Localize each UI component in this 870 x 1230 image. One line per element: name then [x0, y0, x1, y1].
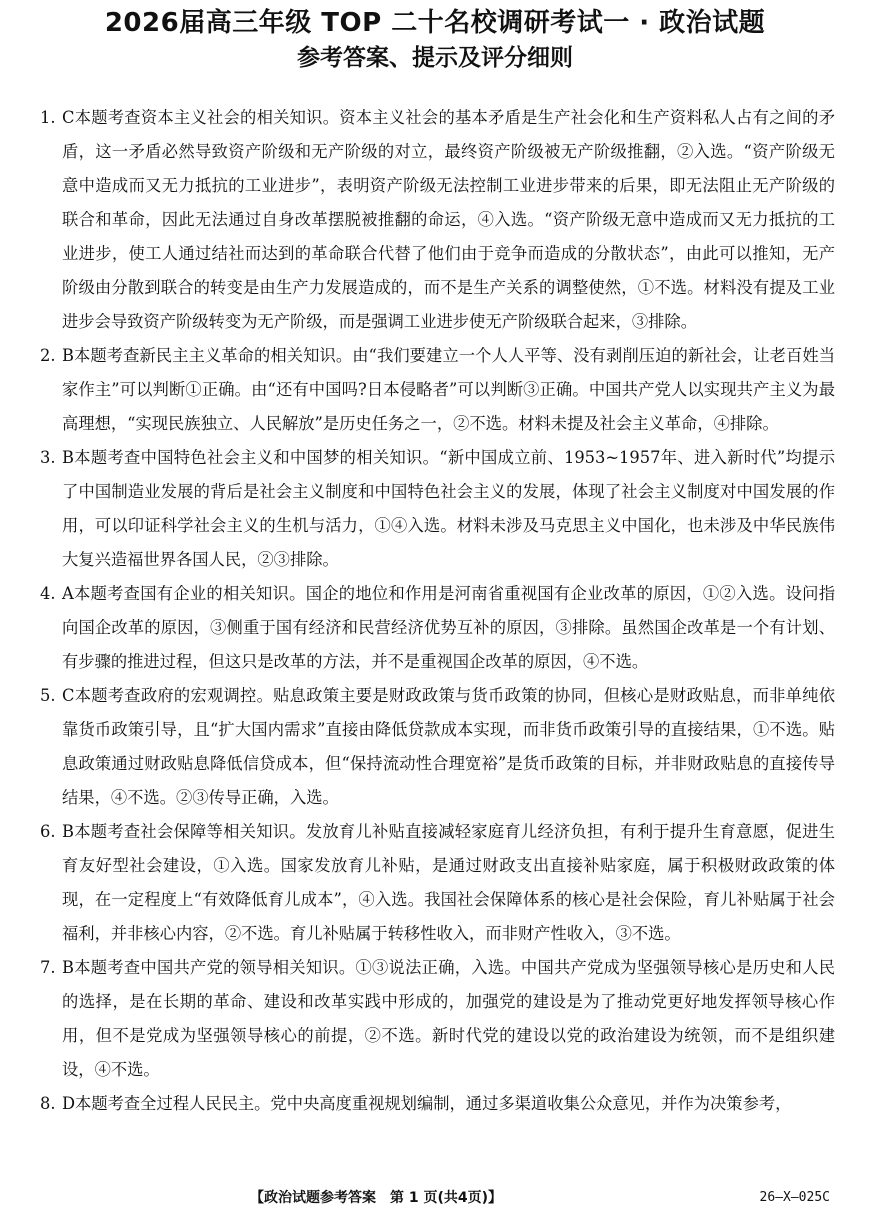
answer-text: B本题考查中国共产党的领导相关知识。①③说法正确，入选。中国共产党成为坚强领导核心是历史和人民的选择，是在长期的革命、建设和改革实践中形成的，加强党的建设是为了推动党更好地发挥领导核心作用，但不是党成为坚强领导核心的前提，②不选。新时代党的建设以党的政治建设为统领，而不是组织建设，④不选。	[62, 958, 835, 1079]
answer-item-7	[40, 951, 835, 1087]
answer-text: D本题考查全过程人民民主。党中央高度重视规划编制，通过多渠道收集公众意见，并作为决策参考，	[62, 1094, 792, 1113]
answer-item-1	[40, 101, 835, 339]
answer-number: 4.	[40, 584, 56, 603]
answer-number: 5.	[40, 686, 56, 705]
answer-item-2	[40, 339, 835, 441]
answer-item-8	[40, 1087, 835, 1121]
answer-item-3	[40, 441, 835, 577]
answer-number: 8.	[40, 1094, 56, 1113]
answer-text: B本题考查社会保障等相关知识。发放育儿补贴直接减轻家庭育儿经济负担，有利于提升生育意愿，促进生育友好型社会建设，①入选。国家发放育儿补贴，是通过财政支出直接补贴家庭，属于积极财政政策的体现，在一定程度上“有效降低育儿成本”，④入选。我国社会保障体系的核心是社会保险，育儿补贴属于社会福利，并非核心内容，②不选。育儿补贴属于转移性收入，而非财产性收入，③不选。	[62, 822, 835, 943]
page-title: 2026届高三年级 TOP 二十名校调研考试一 · 政治试题	[104, 8, 766, 38]
answer-number: 3.	[40, 448, 56, 467]
answer-text: A本题考查国有企业的相关知识。国企的地位和作用是河南省重视国有企业改革的原因，①②入选。设问指向国企改革的原因，③侧重于国有经济和民营经济优势互补的原因，③排除。虽然国企改革是一个有计划、有步骤的推进过程，但这只是改革的方法，并不是重视国企改革的原因，④不选。	[62, 584, 835, 671]
answer-item-4	[40, 577, 835, 679]
answer-number: 7.	[40, 958, 56, 977]
answer-text: C本题考查资本主义社会的相关知识。资本主义社会的基本矛盾是生产社会化和生产资料私人占有之间的矛盾，这一矛盾必然导致资产阶级和无产阶级的对立，最终资产阶级被无产阶级推翻，②入选。“资产阶级无意中造成而又无力抵抗的工业进步”，表明资产阶级无法控制工业进步带来的后果，即无法阻止无产阶级的联合和革命，因此无法通过自身改革摆脱被推翻的命运，④入选。“资产阶级无意中造成而又无力抵抗的工业进步，使工人通过结社而达到的革命联合代替了他们由于竞争而造成的分散状态”，由此可以推知，无产阶级由分散到联合的转变是由生产力发展造成的，而不是生产关系的调整使然，①不选。材料没有提及工业进步会导致资产阶级转变为无产阶级，而是强调工业进步使无产阶级联合起来，③排除。	[62, 108, 835, 331]
page-footer	[0, 1186, 870, 1210]
answer-item-5	[40, 679, 835, 815]
answer-text: C本题考查政府的宏观调控。贴息政策主要是财政政策与货币政策的协同，但核心是财政贴息，而非单纯依靠货币政策引导，且“扩大国内需求”直接由降低贷款成本实现，而非货币政策引导的直接结果，①不选。贴息政策通过财政贴息降低信贷成本，但“保持流动性合理宽裕”是货币政策的目标，并非财政贴息的直接传导结果，④不选。②③传导正确，入选。	[62, 686, 835, 807]
footer-page-label: 【政治试题参考答案 第 1 页(共4页)】	[250, 1190, 503, 1206]
answer-list	[40, 101, 835, 1121]
answer-item-6	[40, 815, 835, 951]
page-subtitle: 参考答案、提示及评分细则	[297, 45, 573, 71]
answer-number: 1.	[40, 108, 56, 127]
answer-text: B本题考查中国特色社会主义和中国梦的相关知识。“新中国成立前、1953~1957年、进入新时代”均提示了中国制造业发展的背后是社会主义制度和中国特色社会主义的发展，体现了社会主义制度对中国发展的作用，可以印证科学社会主义的生机与活力，①④入选。材料未涉及马克思主义中国化，也未涉及中华民族伟大复兴造福世界各国人民，②③排除。	[62, 448, 835, 569]
answer-text: B本题考查新民主主义革命的相关知识。由“我们要建立一个人人平等、没有剥削压迫的新社会，让老百姓当家作主”可以判断①正确。由“还有中国吗?日本侵略者”可以判断③正确。中国共产党人以实现共产主义为最高理想，“实现民族独立、人民解放”是历史任务之一，②不选。材料未提及社会主义革命，④排除。	[62, 346, 835, 433]
answer-number: 2.	[40, 346, 56, 365]
answer-number: 6.	[40, 822, 56, 841]
footer-exam-code: 26—X—025C	[759, 1190, 830, 1205]
